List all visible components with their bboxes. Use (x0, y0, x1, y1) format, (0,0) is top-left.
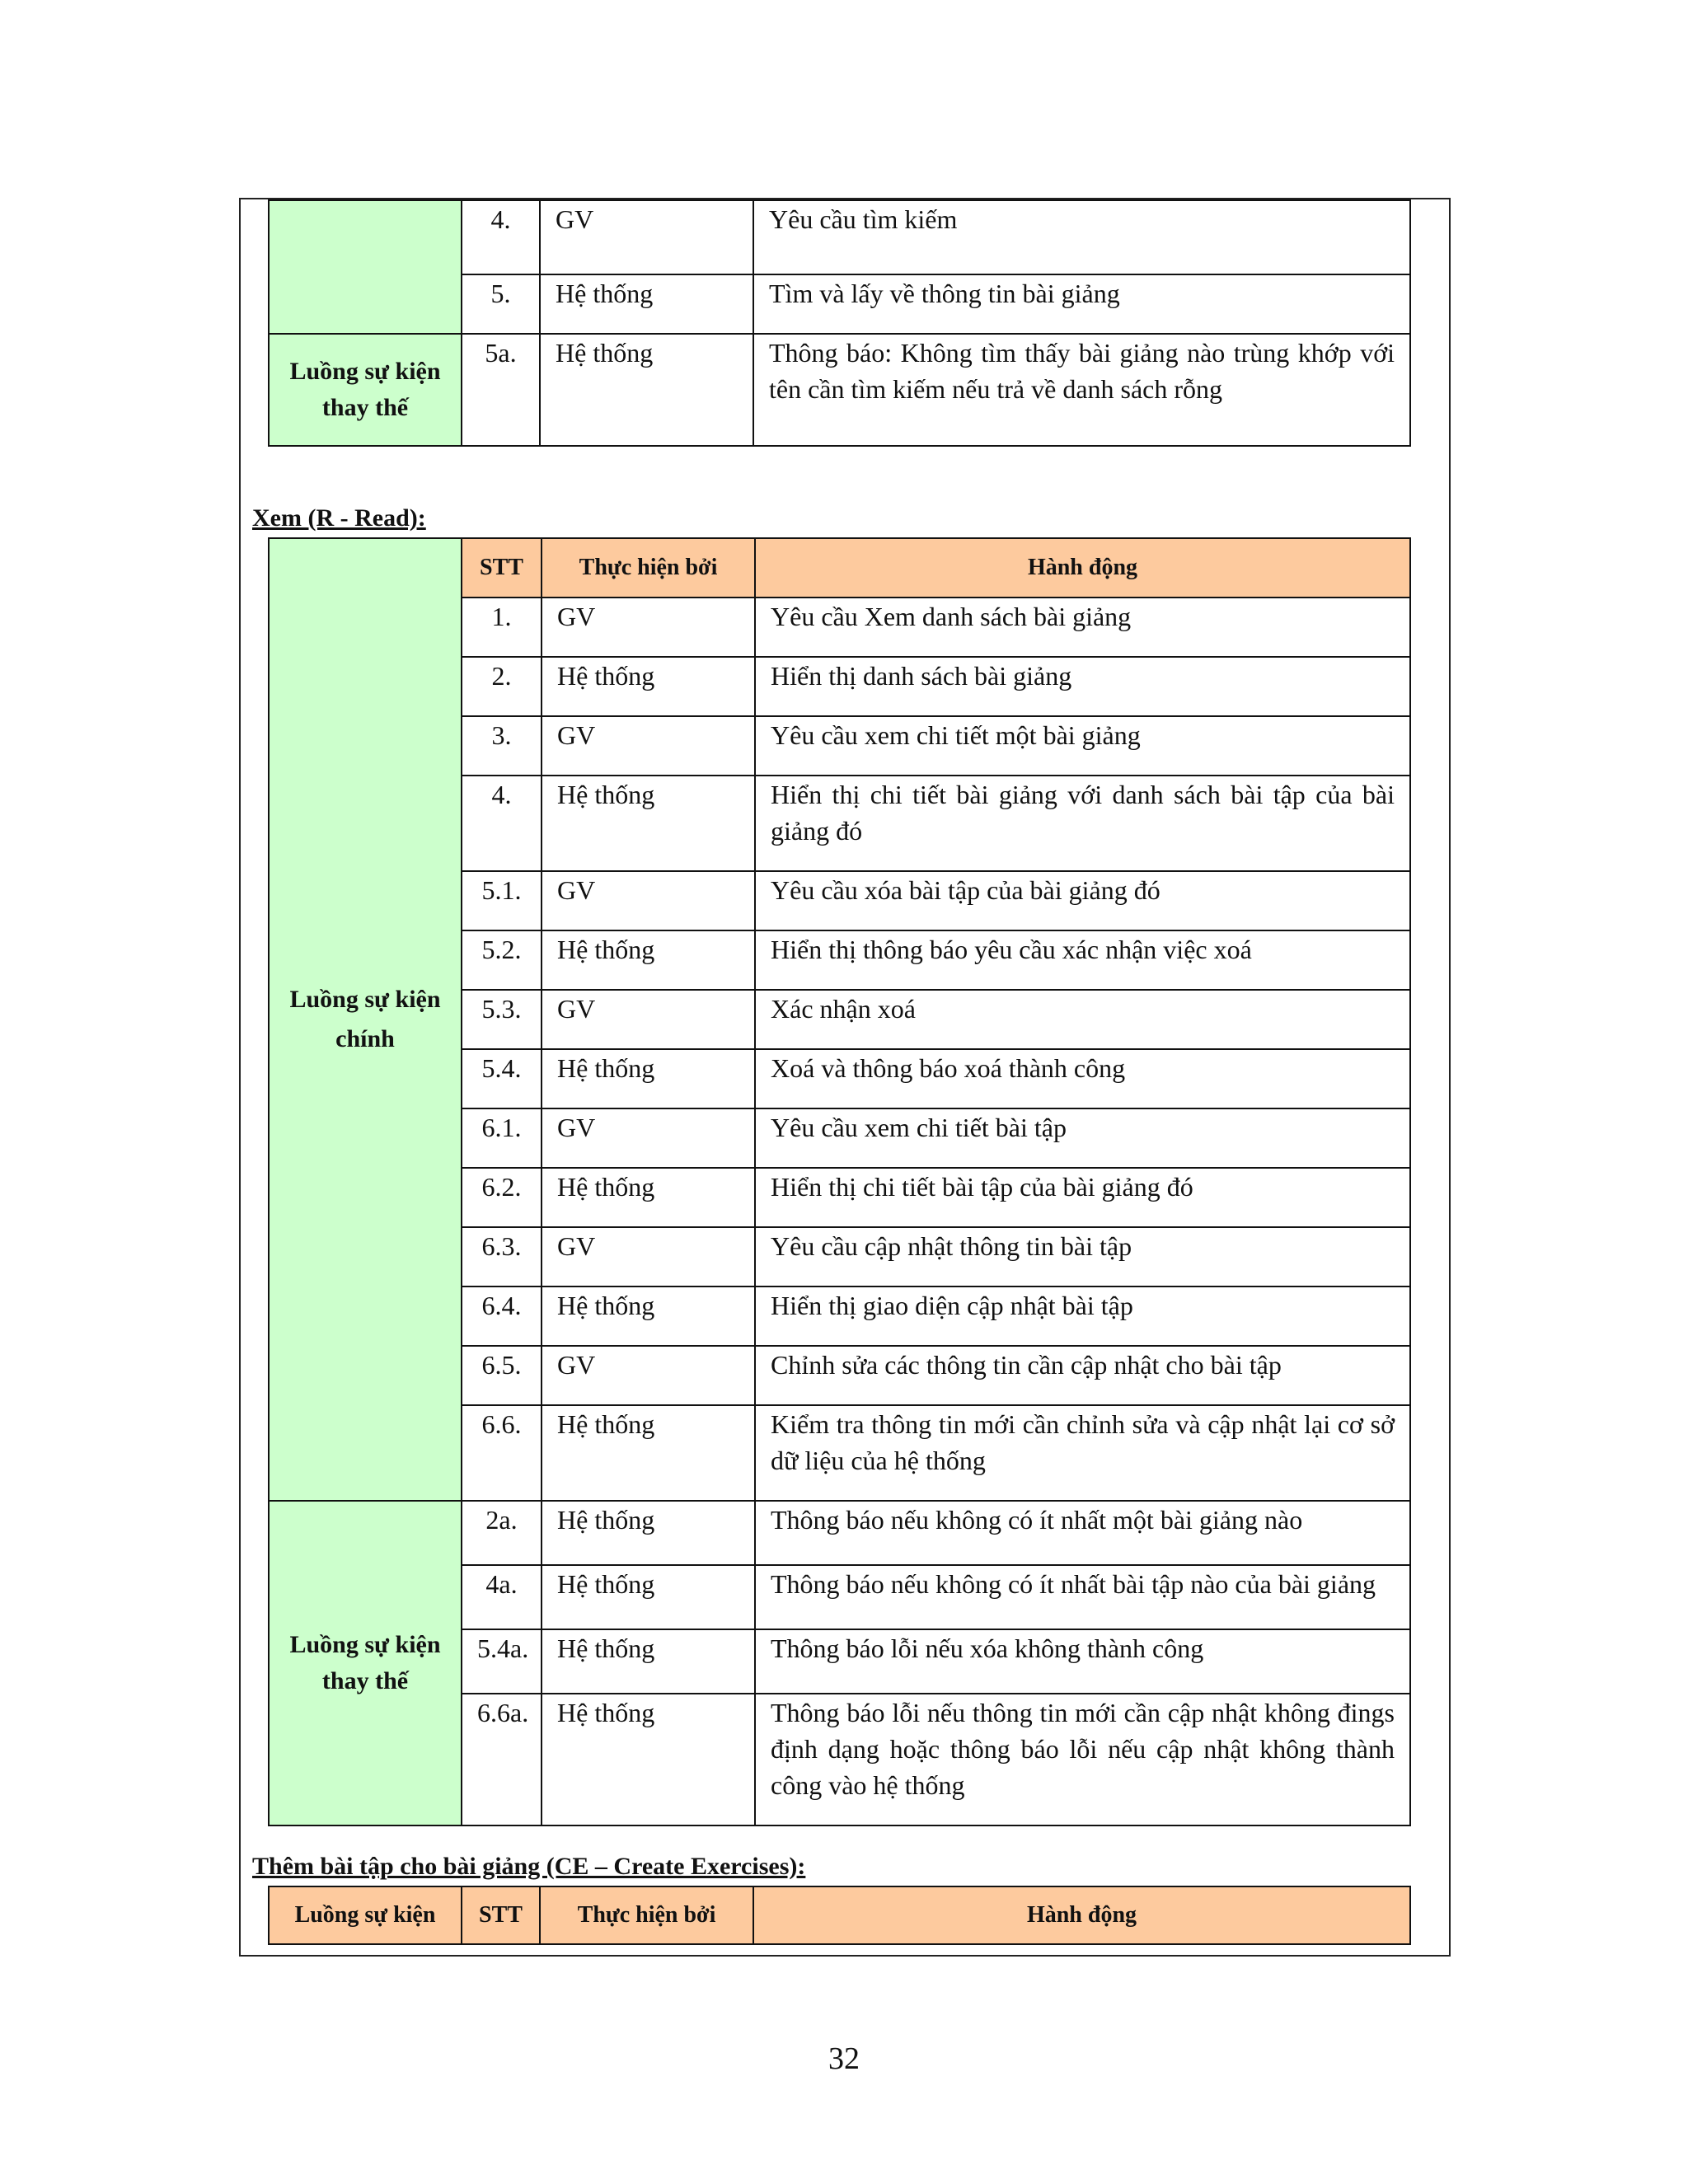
empty-flow-cell (269, 200, 462, 334)
actor-cell: Hệ thống (542, 1694, 755, 1825)
stt-cell: 5.1. (462, 871, 542, 930)
stt-cell: 2. (462, 657, 542, 716)
read-section-caption: Xem (R - Read): (252, 504, 426, 532)
create-exercises-table (268, 1886, 1411, 1945)
actor-cell: Hệ thống (542, 1049, 755, 1108)
action-cell: Thông báo nếu không có ít nhất bài tập nào của bài giảng (755, 1565, 1410, 1629)
stt-cell: 6.3. (462, 1227, 542, 1286)
stt-cell: 1. (462, 598, 542, 657)
header-action: Hành động (753, 1886, 1410, 1944)
header-stt: STT (462, 1886, 540, 1944)
action-cell: Hiển thị chi tiết bài tập của bài giảng đó (755, 1168, 1410, 1227)
actor-cell: GV (542, 990, 755, 1049)
actor-cell: GV (542, 598, 755, 657)
actor-cell: Hệ thống (542, 657, 755, 716)
stt-cell: 2a. (462, 1501, 542, 1565)
header-action: Hành động (755, 538, 1410, 598)
stt-cell: 5.3. (462, 990, 542, 1049)
stt-cell: 6.6a. (462, 1694, 542, 1825)
stt-cell: 6.4. (462, 1286, 542, 1346)
alt-flow-label (269, 1501, 462, 1825)
action-cell: Tìm và lấy về thông tin bài giảng (753, 274, 1410, 334)
actor-cell: GV (542, 1346, 755, 1405)
actor-cell: GV (542, 871, 755, 930)
action-cell: Hiển thị giao diện cập nhật bài tập (755, 1286, 1410, 1346)
stt-cell: 6.6. (462, 1405, 542, 1501)
actor-cell: Hệ thống (542, 776, 755, 871)
actor-cell: Hệ thống (542, 1168, 755, 1227)
search-table-continuation (268, 199, 1411, 447)
header-performed-by: Thực hiện bởi (540, 1886, 753, 1944)
stt-cell: 4. (462, 200, 540, 274)
alt-flow-label (269, 334, 462, 446)
header-flow: Luồng sự kiện (269, 1886, 462, 1944)
actor-cell: Hệ thống (542, 1565, 755, 1629)
actor-cell: Hệ thống (542, 1501, 755, 1565)
stt-cell: 4a. (462, 1565, 542, 1629)
action-cell: Chỉnh sửa các thông tin cần cập nhật cho bài tập (755, 1346, 1410, 1405)
header-stt: STT (462, 538, 542, 598)
action-cell: Yêu cầu xem chi tiết một bài giảng (755, 716, 1410, 776)
read-table (268, 537, 1411, 1826)
action-cell: Yêu cầu tìm kiếm (753, 200, 1410, 274)
actor-cell: GV (542, 1227, 755, 1286)
main-flow-label-line2: chính (335, 1025, 395, 1052)
main-flow-label (269, 538, 462, 1501)
stt-cell: 6.1. (462, 1108, 542, 1168)
action-cell: Yêu cầu xem chi tiết bài tập (755, 1108, 1410, 1168)
alt-flow-label-line2: thay thế (321, 1667, 409, 1694)
create-section-caption: Thêm bài tập cho bài giảng (CE – Create Exercises): (252, 1853, 806, 1880)
action-cell: Thông báo lỗi nếu xóa không thành công (755, 1629, 1410, 1694)
alt-flow-label-line2: thay thế (321, 394, 409, 421)
stt-cell: 6.5. (462, 1346, 542, 1405)
main-flow-label-line1: Luồng sự kiện (289, 986, 441, 1013)
action-cell: Kiểm tra thông tin mới cần chỉnh sửa và cập nhật lại cơ sở dữ liệu của hệ thống (755, 1405, 1410, 1501)
alt-flow-label-line1: Luồng sự kiện (289, 358, 441, 385)
stt-cell: 4. (462, 776, 542, 871)
action-cell: Hiển thị danh sách bài giảng (755, 657, 1410, 716)
stt-cell: 5.4. (462, 1049, 542, 1108)
stt-cell: 6.2. (462, 1168, 542, 1227)
actor-cell: GV (542, 1108, 755, 1168)
stt-cell: 5. (462, 274, 540, 334)
action-cell: Thông báo nếu không có ít nhất một bài giảng nào (755, 1501, 1410, 1565)
actor-cell: Hệ thống (542, 930, 755, 990)
stt-cell: 5.4a. (462, 1629, 542, 1694)
actor-cell: GV (540, 200, 753, 274)
action-cell: Hiển thị thông báo yêu cầu xác nhận việc xoá (755, 930, 1410, 990)
action-cell: Xoá và thông báo xoá thành công (755, 1049, 1410, 1108)
action-cell: Yêu cầu Xem danh sách bài giảng (755, 598, 1410, 657)
actor-cell: Hệ thống (542, 1629, 755, 1694)
stt-cell: 3. (462, 716, 542, 776)
actor-cell: Hệ thống (540, 334, 753, 446)
stt-cell: 5.2. (462, 930, 542, 990)
actor-cell: Hệ thống (542, 1286, 755, 1346)
page-number: 32 (828, 2041, 860, 2076)
alt-flow-label-line1: Luồng sự kiện (289, 1631, 441, 1658)
stt-cell: 5a. (462, 334, 540, 446)
action-cell: Xác nhận xoá (755, 990, 1410, 1049)
action-cell: Thông báo lỗi nếu thông tin mới cần cập nhật không đings định dạng hoặc thông báo lỗi nếu cập nhật không thành công vào hệ thống (755, 1694, 1410, 1825)
actor-cell: Hệ thống (542, 1405, 755, 1501)
actor-cell: Hệ thống (540, 274, 753, 334)
action-cell: Yêu cầu cập nhật thông tin bài tập (755, 1227, 1410, 1286)
action-cell: Hiển thị chi tiết bài giảng với danh sách bài tập của bài giảng đó (755, 776, 1410, 871)
action-cell: Yêu cầu xóa bài tập của bài giảng đó (755, 871, 1410, 930)
action-cell: Thông báo: Không tìm thấy bài giảng nào trùng khớp với tên cần tìm kiếm nếu trả về danh sách rỗng (753, 334, 1410, 446)
actor-cell: GV (542, 716, 755, 776)
header-performed-by: Thực hiện bởi (542, 538, 755, 598)
